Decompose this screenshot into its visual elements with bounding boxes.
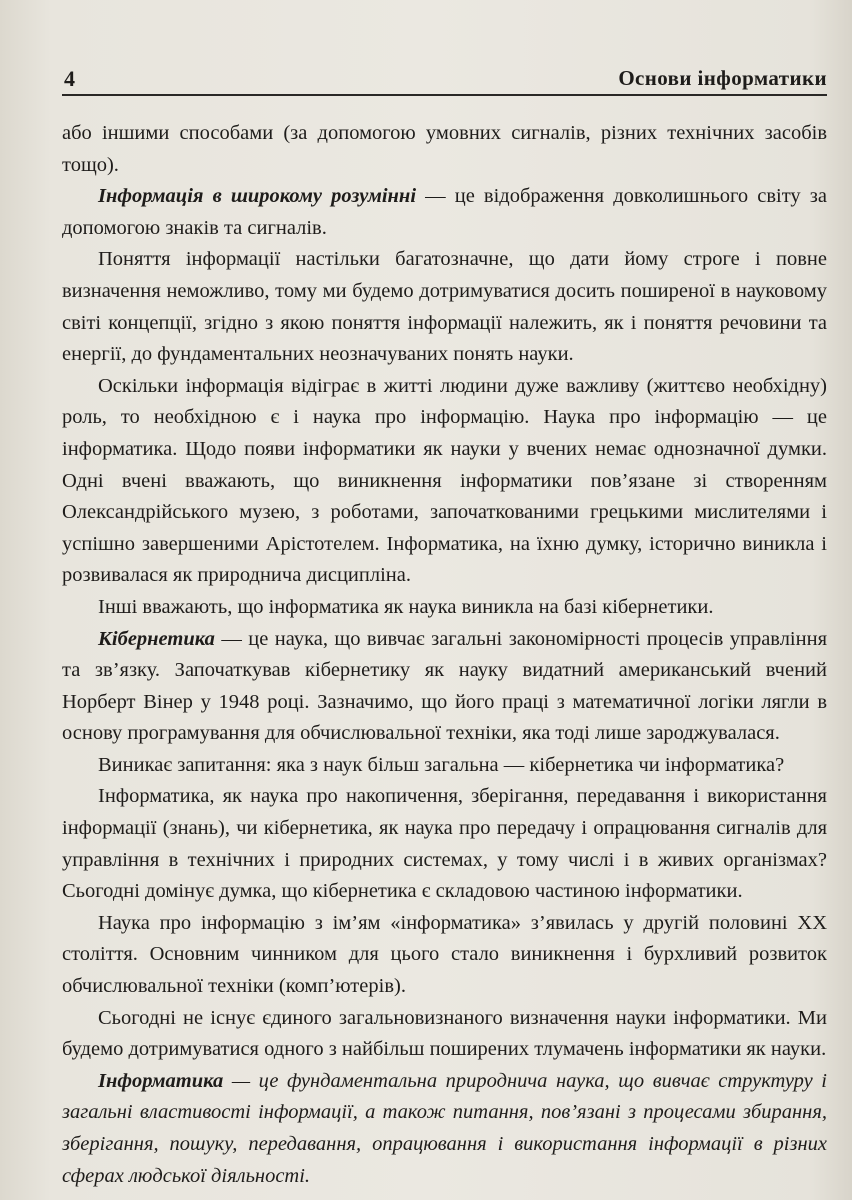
page-body xyxy=(62,118,827,1192)
paragraph: Виникає запитання: яка з наук більш загальна — кібернетика чи інформатика? xyxy=(98,753,785,776)
informatics-definition: — це фундаментальна природнича наука, що вивчає структуру і загальні властивості інформації, а також питання, пов’язані з процесами збирання, зберігання, пошуку, передавання, опрацювання і використання інформації в різних сферах людської діяльності. xyxy=(62,1069,827,1187)
page-number: 4 xyxy=(64,66,75,91)
paragraph-informatics-definition xyxy=(62,1066,827,1192)
term-informatics: Інформатика xyxy=(98,1069,224,1092)
page-header xyxy=(62,66,827,96)
running-title: Основи інформатики xyxy=(618,66,827,90)
paragraph: Інші вважають, що інформатика як наука виникла на базі кібернетики. xyxy=(98,595,714,618)
paragraph: Сьогодні не існує єдиного загальновизнаного визначення науки інформатики. Ми будемо дотримуватися одного з найбільш поширених тлумачень інформатики як науки. xyxy=(62,1006,827,1061)
paragraph-cybernetics-definition: Кібернетика — це наука, що вивчає загальні закономірності процесів управління та зв’язку. Започаткував кібернетику як науку видатний американський вчений Норберт Вінер у 1948 році. Зазначимо, що його праці з математичної логіки лягли в основу програмування для обчислювальної техніки, яка тоді лише зароджувалася. xyxy=(62,627,827,745)
paragraph-information-definition: Інформація в широкому розумінні — це відображення довколишнього світу за допомогою знаків та сигналів. xyxy=(62,185,827,239)
paragraph: Оскільки інформація відіграє в житті людини дуже важливу (життєво необхідну) роль, то необхідною є і наука про інформацію. Наука про інформацію — це інформатика. Щодо появи інформатики як науки у вчених немає однозначної думки. Одні вчені вважають, що виникнення інформатики пов’язане зі створенням Олександрійського музею, з роботами, започаткованими грецькими мислителями і успішно завершеними Арістотелем. Інформатика, на їхню думку, історично виникла і розвивалася як природнича дисципліна. xyxy=(62,374,827,587)
paragraph: Наука про інформацію з ім’ям «інформатика» з’явилась у другій половині XX століття. Основним чинником для цього стало виникнення і бурхливий розвиток обчислювальної техніки (комп’ютерів). xyxy=(62,911,827,998)
paragraph-continuation: або іншими способами (за допомогою умовних сигналів, різних технічних засобів тощо). xyxy=(62,122,827,176)
term-information: Інформація в широкому розумінні xyxy=(98,185,417,208)
paragraph: Інформатика, як наука про накопичення, зберігання, передавання і використання інформації (знань), чи кібернетика, як наука про передачу і опрацювання сигналів для управління в технічних і природних системах, у тому числі і в живих організмах? Сьогодні домінує думка, що кібернетика є складовою частиною інформатики. xyxy=(62,785,827,903)
paragraph: Поняття інформації настільки багатозначне, що дати йому строге і повне визначення неможливо, тому ми будемо дотримуватися досить поширеної в науковому світі концепції, згідно з якою поняття інформації належить, як і поняття речовини та енергії, до фундаментальних неозначуваних понять науки. xyxy=(62,248,827,366)
term-cybernetics: Кібернетика xyxy=(98,627,215,650)
